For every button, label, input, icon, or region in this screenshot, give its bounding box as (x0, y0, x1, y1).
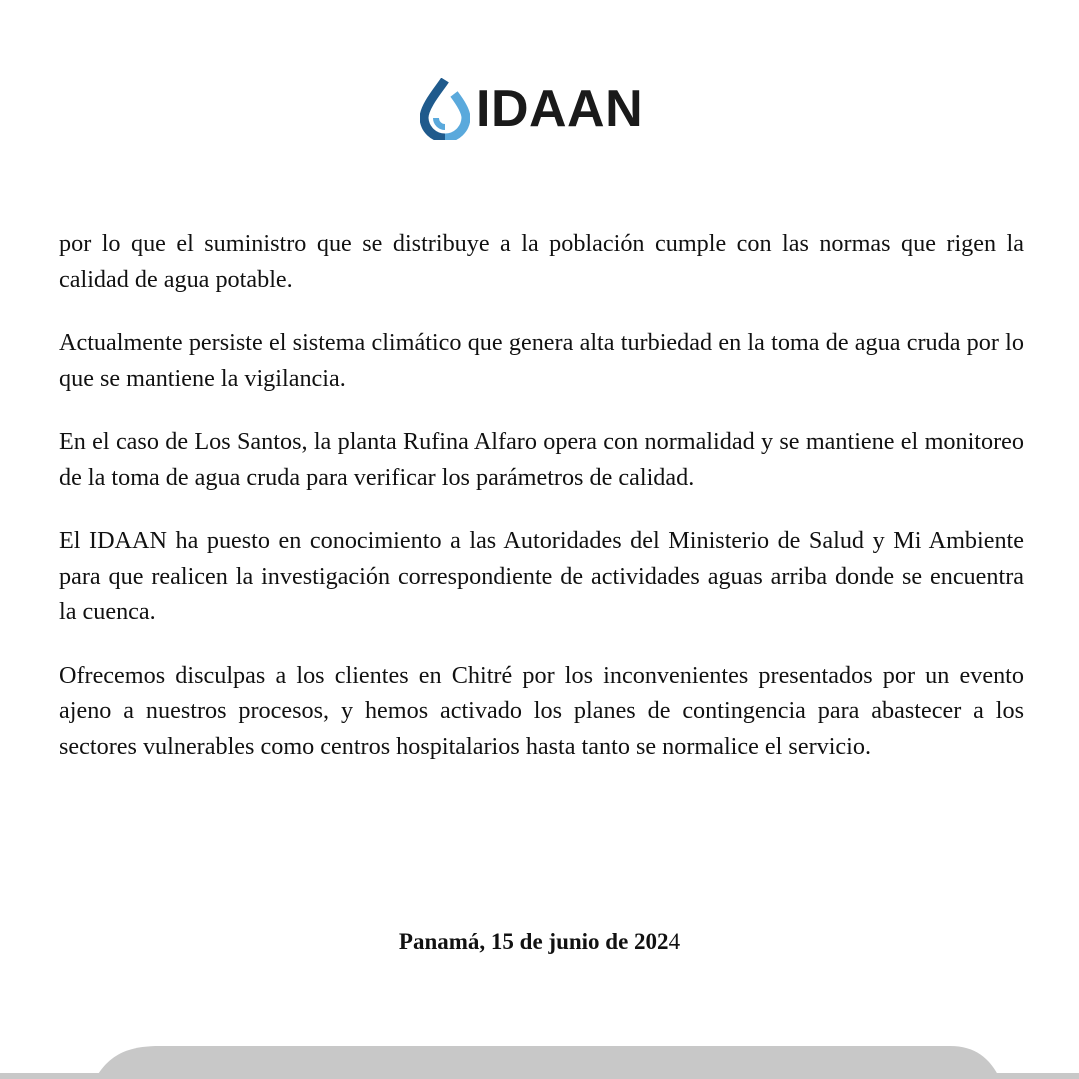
paragraph-1: por lo que el suministro que se distribuye a la población cumple con las normas que rigen la calidad de agua potable. (59, 230, 1024, 293)
statement-body (59, 226, 1024, 792)
paragraph-2: Actualmente persiste el sistema climático que genera alta turbiedad en la toma de agua cruda por lo que se mantiene la vigilancia. (59, 329, 1024, 392)
dateline (0, 929, 1079, 955)
paragraph-5: Ofrecemos disculpas a los clientes en Chitré por los inconvenientes presentados por un evento ajeno a nuestros procesos, y hemos activado los planes de contingencia para abastecer a los sectores vulnerables como centros hospitalarios hasta tanto se normalice el servicio. (59, 661, 1024, 760)
logo-wordmark: IDAAN (476, 80, 644, 138)
dateline-bold: Panamá, 15 de junio de 202 (398, 929, 669, 954)
paragraph-4: El IDAAN ha puesto en conocimiento a las Autoridades del Ministerio de Salud y Mi Ambiente para que realicen la investigación correspondiente de actividades aguas arriba donde se encuentra la cuenca. (59, 527, 1024, 625)
footer-band (0, 1043, 1079, 1079)
dateline-tail: 4 (668, 929, 681, 954)
water-drop-icon (420, 78, 470, 140)
paragraph-3: En el caso de Los Santos, la planta Rufina Alfaro opera con normalidad y se mantiene el monitoreo de la toma de agua cruda para verificar los parámetros de calidad. (59, 428, 1024, 491)
idaan-logo (420, 76, 643, 142)
